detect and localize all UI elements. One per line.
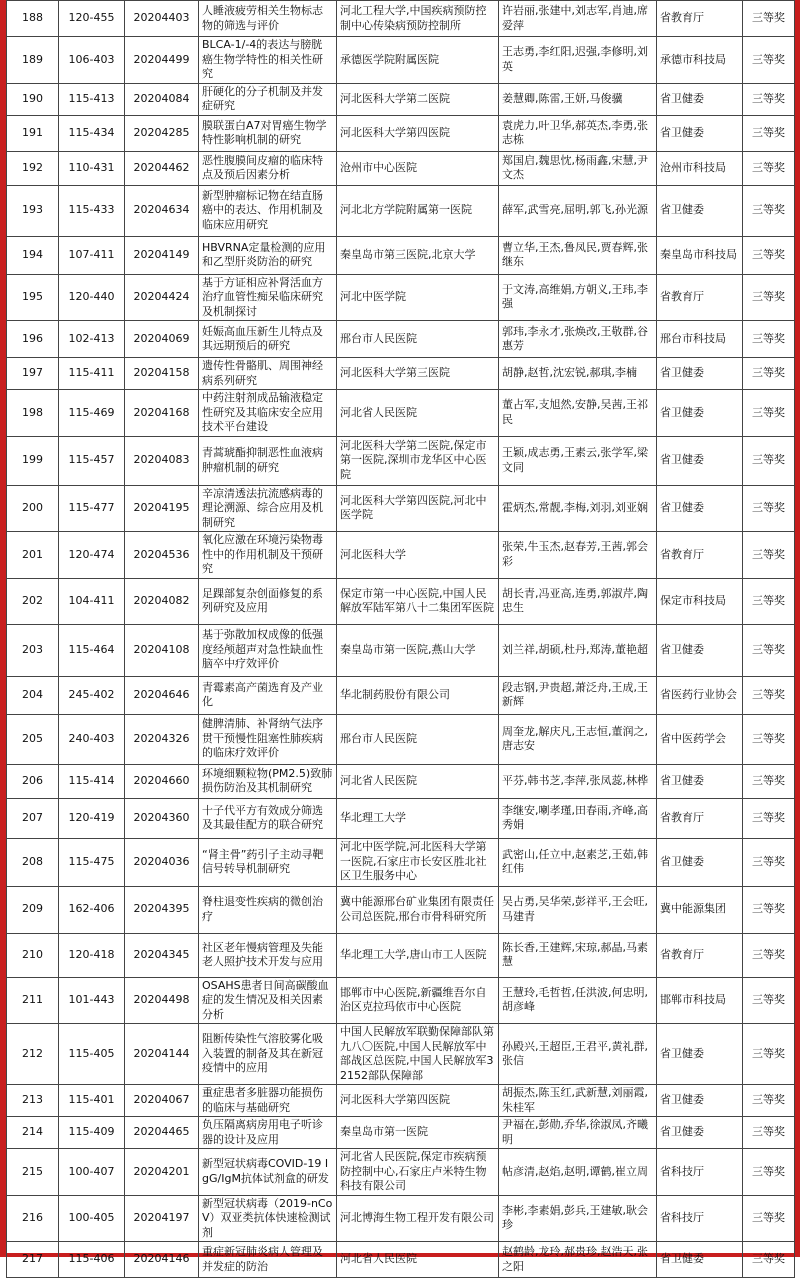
authors-cell: 王颖,成志勇,王素云,张学军,梁文同 [499, 436, 657, 485]
award-grade-cell: 三等奖 [743, 321, 795, 358]
recommending-dept-cell: 省卫健委 [657, 764, 743, 798]
table-row [7, 236, 795, 274]
awards-table-body [7, 1, 795, 1278]
organization-cell: 河北医科大学 [337, 532, 499, 579]
project-title-cell: 基于方证相应补肾活血方治疗血管性痴呆临床研究及机制探讨 [199, 274, 337, 321]
registration-id-cell: 20204144 [125, 1024, 199, 1085]
organization-cell: 河北博海生物工程开发有限公司 [337, 1195, 499, 1242]
row-number-cell: 196 [7, 321, 59, 358]
authors-cell: 袁虎力,叶卫华,郝英杰,李勇,张志栋 [499, 115, 657, 151]
authors-cell: 吴占勇,吴华荣,彭祥平,王会旺,马建青 [499, 886, 657, 933]
registration-id-cell: 20204326 [125, 714, 199, 764]
recommending-dept-cell: 省卫健委 [657, 624, 743, 676]
project-title-cell: 膜联蛋白A7对胃癌生物学特性影响机制的研究 [199, 115, 337, 151]
project-title-cell: 新型肿瘤标记物在结直肠癌中的表达、作用机制及临床应用研究 [199, 185, 337, 236]
recommending-dept-cell: 省卫健委 [657, 436, 743, 485]
organization-cell: 河北医科大学第四医院 [337, 1085, 499, 1117]
award-grade-cell: 三等奖 [743, 838, 795, 886]
recommending-dept-cell: 邢台市科技局 [657, 321, 743, 358]
table-row [7, 886, 795, 933]
recommending-dept-cell: 省卫健委 [657, 838, 743, 886]
organization-cell: 秦皇岛市第一医院 [337, 1117, 499, 1149]
row-number-cell: 207 [7, 798, 59, 838]
project-title-cell: 重症患者多脏器功能损伤的临床与基础研究 [199, 1085, 337, 1117]
award-grade-cell: 三等奖 [743, 1085, 795, 1117]
project-code-cell: 115-475 [59, 838, 125, 886]
table-row [7, 798, 795, 838]
table-row [7, 83, 795, 115]
registration-id-cell: 20204083 [125, 436, 199, 485]
table-row [7, 390, 795, 437]
award-grade-cell: 三等奖 [743, 83, 795, 115]
award-grade-cell: 三等奖 [743, 578, 795, 624]
authors-cell: 段志钢,尹贵超,萧泛舟,王成,王新辉 [499, 676, 657, 714]
table-row [7, 115, 795, 151]
row-number-cell: 215 [7, 1149, 59, 1196]
award-grade-cell: 三等奖 [743, 485, 795, 532]
registration-id-cell: 20204285 [125, 115, 199, 151]
project-title-cell: 环境细颗粒物(PM2.5)致肺损伤防治及其机制研究 [199, 764, 337, 798]
project-title-cell: 健脾清肺、补肾纳气法序贯干预慢性阻塞性肺疾病的临床疗效评价 [199, 714, 337, 764]
recommending-dept-cell: 省卫健委 [657, 1117, 743, 1149]
registration-id-cell: 20204168 [125, 390, 199, 437]
award-grade-cell: 三等奖 [743, 1149, 795, 1196]
row-number-cell: 212 [7, 1024, 59, 1085]
table-row [7, 1195, 795, 1242]
project-title-cell: HBVRNA定量检测的应用和乙型肝炎防治的研究 [199, 236, 337, 274]
project-title-cell: 负压隔离病房用电子听诊器的设计及应用 [199, 1117, 337, 1149]
award-grade-cell: 三等奖 [743, 977, 795, 1024]
project-code-cell: 120-440 [59, 274, 125, 321]
table-row [7, 185, 795, 236]
award-grade-cell: 三等奖 [743, 1, 795, 37]
registration-id-cell: 20204499 [125, 37, 199, 84]
authors-cell: 胡长青,冯亚高,连勇,郭淑芹,陶忠生 [499, 578, 657, 624]
project-title-cell: BLCA-1/-4的表达与膀胱癌生物学特性的相关性研究 [199, 37, 337, 84]
row-number-cell: 188 [7, 1, 59, 37]
registration-id-cell: 20204036 [125, 838, 199, 886]
row-number-cell: 203 [7, 624, 59, 676]
award-grade-cell: 三等奖 [743, 1117, 795, 1149]
recommending-dept-cell: 省教育厅 [657, 274, 743, 321]
organization-cell: 冀中能源邢台矿业集团有限责任公司总医院,邢台市骨科研究所 [337, 886, 499, 933]
row-number-cell: 202 [7, 578, 59, 624]
registration-id-cell: 20204646 [125, 676, 199, 714]
authors-cell: 董占军,支旭然,安静,吴茜,王祁民 [499, 390, 657, 437]
organization-cell: 秦皇岛市第三医院,北京大学 [337, 236, 499, 274]
project-title-cell: 新型冠状病毒（2019-nCoV）双亚类抗体快速检测试剂 [199, 1195, 337, 1242]
project-code-cell: 115-433 [59, 185, 125, 236]
recommending-dept-cell: 省卫健委 [657, 1242, 743, 1278]
row-number-cell: 209 [7, 886, 59, 933]
table-row [7, 977, 795, 1024]
row-number-cell: 193 [7, 185, 59, 236]
project-title-cell: 肝硬化的分子机制及并发症研究 [199, 83, 337, 115]
registration-id-cell: 20204462 [125, 151, 199, 185]
recommending-dept-cell: 省教育厅 [657, 933, 743, 977]
project-code-cell: 102-413 [59, 321, 125, 358]
project-code-cell: 106-403 [59, 37, 125, 84]
table-row [7, 933, 795, 977]
project-code-cell: 115-411 [59, 358, 125, 390]
authors-cell: 霍炳杰,常靓,李梅,刘羽,刘亚娴 [499, 485, 657, 532]
project-code-cell: 115-414 [59, 764, 125, 798]
award-grade-cell: 三等奖 [743, 798, 795, 838]
authors-cell: 武密山,任立中,赵素芝,王茹,韩红伟 [499, 838, 657, 886]
recommending-dept-cell: 省中医药学会 [657, 714, 743, 764]
registration-id-cell: 20204158 [125, 358, 199, 390]
organization-cell: 保定市第一中心医院,中国人民解放军陆军第八十二集团军医院 [337, 578, 499, 624]
recommending-dept-cell: 省卫健委 [657, 358, 743, 390]
authors-cell: 尹福在,彭勋,乔华,徐淑凤,齐曦明 [499, 1117, 657, 1149]
project-title-cell: 新型冠状病毒COVID-19 IgG/IgM抗体试剂盒的研发 [199, 1149, 337, 1196]
registration-id-cell: 20204634 [125, 185, 199, 236]
authors-cell: 薛军,武雪亮,屈明,郭飞,孙光源 [499, 185, 657, 236]
project-title-cell: 人睡液疲劳相关生物标志物的筛选与评价 [199, 1, 337, 37]
award-grade-cell: 三等奖 [743, 115, 795, 151]
recommending-dept-cell: 省卫健委 [657, 185, 743, 236]
project-title-cell: 基于弥散加权成像的低强度经颅超声对急性缺血性脑卒中疗效评价 [199, 624, 337, 676]
registration-id-cell: 20204108 [125, 624, 199, 676]
authors-cell: 平芬,韩书芝,李萍,张凤蕊,林桦 [499, 764, 657, 798]
recommending-dept-cell: 省教育厅 [657, 798, 743, 838]
registration-id-cell: 20204660 [125, 764, 199, 798]
organization-cell: 河北工程大学,中国疾病预防控制中心传染病预防控制所 [337, 1, 499, 37]
table-row [7, 1242, 795, 1278]
authors-cell: 姜慧卿,陈雷,王妍,马俊骥 [499, 83, 657, 115]
row-number-cell: 194 [7, 236, 59, 274]
table-row [7, 1085, 795, 1117]
row-number-cell: 210 [7, 933, 59, 977]
recommending-dept-cell: 省卫健委 [657, 1024, 743, 1085]
project-title-cell: 阻断传染性气溶胶雾化吸入装置的制备及其在新冠疫情中的应用 [199, 1024, 337, 1085]
row-number-cell: 200 [7, 485, 59, 532]
row-number-cell: 199 [7, 436, 59, 485]
authors-cell: 李继安,喇孝瑾,田春雨,齐峰,高秀娟 [499, 798, 657, 838]
organization-cell: 河北医科大学第三医院 [337, 358, 499, 390]
organization-cell: 河北医科大学第二医院,保定市第一医院,深圳市龙华区中心医院 [337, 436, 499, 485]
project-code-cell: 115-413 [59, 83, 125, 115]
table-row [7, 37, 795, 84]
table-row [7, 151, 795, 185]
table-row [7, 1117, 795, 1149]
project-code-cell: 162-406 [59, 886, 125, 933]
project-title-cell: “肾主骨”药引子主动寻靶信号转导机制研究 [199, 838, 337, 886]
project-code-cell: 110-431 [59, 151, 125, 185]
organization-cell: 中国人民解放军联勤保障部队第九八〇医院,中国人民解放军中部战区总医院,中国人民解放军32152部队保障部 [337, 1024, 499, 1085]
organization-cell: 河北医科大学第四医院,河北中医学院 [337, 485, 499, 532]
registration-id-cell: 20204498 [125, 977, 199, 1024]
organization-cell: 秦皇岛市第一医院,燕山大学 [337, 624, 499, 676]
project-title-cell: 脊柱退变性疾病的微创治疗 [199, 886, 337, 933]
project-title-cell: 中药注射剂成品输液稳定性研究及其临床安全应用技术平台建设 [199, 390, 337, 437]
project-code-cell: 115-406 [59, 1242, 125, 1278]
table-row [7, 358, 795, 390]
authors-cell: 刘兰祥,胡硕,杜丹,郑涛,董艳超 [499, 624, 657, 676]
registration-id-cell: 20204424 [125, 274, 199, 321]
authors-cell: 李彬,李素娟,彭兵,王建敏,耿会珍 [499, 1195, 657, 1242]
authors-cell: 胡振杰,陈玉红,武新慧,刘丽霞,朱桂军 [499, 1085, 657, 1117]
organization-cell: 河北医科大学第二医院 [337, 83, 499, 115]
authors-cell: 许岩丽,张建中,刘志军,肖迪,席爱萍 [499, 1, 657, 37]
table-row [7, 274, 795, 321]
recommending-dept-cell: 保定市科技局 [657, 578, 743, 624]
row-number-cell: 216 [7, 1195, 59, 1242]
row-number-cell: 206 [7, 764, 59, 798]
registration-id-cell: 20204395 [125, 886, 199, 933]
project-title-cell: 氧化应激在环境污染物毒性中的作用机制及干预研究 [199, 532, 337, 579]
award-grade-cell: 三等奖 [743, 185, 795, 236]
authors-cell: 赵鹤龄,龙玲,郝贵珍,赵浩天,张之阳 [499, 1242, 657, 1278]
table-row [7, 436, 795, 485]
table-row [7, 624, 795, 676]
recommending-dept-cell: 冀中能源集团 [657, 886, 743, 933]
authors-cell: 于文涛,高维娟,方朝义,王玮,李强 [499, 274, 657, 321]
registration-id-cell: 20204084 [125, 83, 199, 115]
row-number-cell: 197 [7, 358, 59, 390]
award-grade-cell: 三等奖 [743, 1195, 795, 1242]
project-title-cell: 遗传性骨骼肌、周围神经病系列研究 [199, 358, 337, 390]
award-grade-cell: 三等奖 [743, 886, 795, 933]
organization-cell: 邢台市人民医院 [337, 714, 499, 764]
award-grade-cell: 三等奖 [743, 1242, 795, 1278]
project-code-cell: 115-477 [59, 485, 125, 532]
row-number-cell: 192 [7, 151, 59, 185]
recommending-dept-cell: 省卫健委 [657, 390, 743, 437]
recommending-dept-cell: 省科技厅 [657, 1195, 743, 1242]
project-code-cell: 101-443 [59, 977, 125, 1024]
table-row [7, 1, 795, 37]
registration-id-cell: 20204345 [125, 933, 199, 977]
recommending-dept-cell: 省卫健委 [657, 485, 743, 532]
project-code-cell: 120-418 [59, 933, 125, 977]
project-title-cell: 社区老年慢病管理及失能老人照护技术开发与应用 [199, 933, 337, 977]
award-grade-cell: 三等奖 [743, 151, 795, 185]
table-row [7, 485, 795, 532]
organization-cell: 河北省人民医院 [337, 1242, 499, 1278]
table-row [7, 714, 795, 764]
row-number-cell: 204 [7, 676, 59, 714]
award-grade-cell: 三等奖 [743, 714, 795, 764]
table-row [7, 578, 795, 624]
organization-cell: 华北制药股份有限公司 [337, 676, 499, 714]
row-number-cell: 217 [7, 1242, 59, 1278]
organization-cell: 河北省人民医院 [337, 390, 499, 437]
project-code-cell: 115-405 [59, 1024, 125, 1085]
recommending-dept-cell: 沧州市科技局 [657, 151, 743, 185]
award-grade-cell: 三等奖 [743, 436, 795, 485]
organization-cell: 邢台市人民医院 [337, 321, 499, 358]
registration-id-cell: 20204360 [125, 798, 199, 838]
row-number-cell: 208 [7, 838, 59, 886]
authors-cell: 周奎龙,解庆凡,王志恒,董润之,唐志安 [499, 714, 657, 764]
recommending-dept-cell: 省教育厅 [657, 532, 743, 579]
registration-id-cell: 20204146 [125, 1242, 199, 1278]
project-title-cell: 十子代平方有效成分筛选及其最佳配方的联合研究 [199, 798, 337, 838]
table-row [7, 676, 795, 714]
authors-cell: 郑国启,魏思忱,杨雨鑫,宋慧,尹文杰 [499, 151, 657, 185]
award-grade-cell: 三等奖 [743, 274, 795, 321]
authors-cell: 陈长香,王建辉,宋琼,郝晶,马素慧 [499, 933, 657, 977]
registration-id-cell: 20204082 [125, 578, 199, 624]
award-grade-cell: 三等奖 [743, 390, 795, 437]
recommending-dept-cell: 省教育厅 [657, 1, 743, 37]
authors-cell: 曹立华,王杰,鲁凤民,贾春辉,张继东 [499, 236, 657, 274]
award-grade-cell: 三等奖 [743, 358, 795, 390]
authors-cell: 张荣,牛玉杰,赵春芳,王茜,郭会彩 [499, 532, 657, 579]
project-code-cell: 240-403 [59, 714, 125, 764]
awards-table [6, 0, 795, 1278]
authors-cell: 郭玮,李永才,张焕改,王敬群,谷惠芳 [499, 321, 657, 358]
authors-cell: 帖彦清,赵焰,赵明,谭鹤,崔立周 [499, 1149, 657, 1196]
project-title-cell: 足踝部复杂创面修复的系列研究及应用 [199, 578, 337, 624]
row-number-cell: 214 [7, 1117, 59, 1149]
project-code-cell: 120-474 [59, 532, 125, 579]
row-number-cell: 205 [7, 714, 59, 764]
award-grade-cell: 三等奖 [743, 933, 795, 977]
project-title-cell: 青霉素高产菌选育及产业化 [199, 676, 337, 714]
award-grade-cell: 三等奖 [743, 532, 795, 579]
organization-cell: 沧州市中心医院 [337, 151, 499, 185]
table-row [7, 321, 795, 358]
project-code-cell: 115-464 [59, 624, 125, 676]
project-title-cell: 辛凉清透法抗流感病毒的理论溯源、综合应用及机制研究 [199, 485, 337, 532]
registration-id-cell: 20204403 [125, 1, 199, 37]
registration-id-cell: 20204465 [125, 1117, 199, 1149]
project-code-cell: 115-434 [59, 115, 125, 151]
row-number-cell: 201 [7, 532, 59, 579]
organization-cell: 河北医科大学第四医院 [337, 115, 499, 151]
project-code-cell: 115-401 [59, 1085, 125, 1117]
project-code-cell: 107-411 [59, 236, 125, 274]
recommending-dept-cell: 省卫健委 [657, 115, 743, 151]
project-code-cell: 100-405 [59, 1195, 125, 1242]
authors-cell: 王志勇,李红阳,迟强,李修明,刘英 [499, 37, 657, 84]
recommending-dept-cell: 省医药行业协会 [657, 676, 743, 714]
award-grade-cell: 三等奖 [743, 764, 795, 798]
recommending-dept-cell: 秦皇岛市科技局 [657, 236, 743, 274]
award-grade-cell: 三等奖 [743, 624, 795, 676]
registration-id-cell: 20204536 [125, 532, 199, 579]
organization-cell: 华北理工大学,唐山市工人医院 [337, 933, 499, 977]
row-number-cell: 211 [7, 977, 59, 1024]
recommending-dept-cell: 省卫健委 [657, 1085, 743, 1117]
project-code-cell: 245-402 [59, 676, 125, 714]
organization-cell: 河北北方学院附属第一医院 [337, 185, 499, 236]
organization-cell: 河北省人民医院 [337, 764, 499, 798]
registration-id-cell: 20204149 [125, 236, 199, 274]
project-title-cell: 恶性腹膜间皮瘤的临床特点及预后因素分析 [199, 151, 337, 185]
organization-cell: 河北省人民医院,保定市疾病预防控制中心,石家庄卢米特生物科技有限公司 [337, 1149, 499, 1196]
registration-id-cell: 20204067 [125, 1085, 199, 1117]
authors-cell: 胡静,赵哲,沈宏锐,郝琪,李楠 [499, 358, 657, 390]
registration-id-cell: 20204195 [125, 485, 199, 532]
project-code-cell: 115-469 [59, 390, 125, 437]
project-code-cell: 120-455 [59, 1, 125, 37]
row-number-cell: 213 [7, 1085, 59, 1117]
registration-id-cell: 20204069 [125, 321, 199, 358]
table-row [7, 838, 795, 886]
project-title-cell: 青蒿琥酯抑制恶性血液病肿瘤机制的研究 [199, 436, 337, 485]
project-code-cell: 104-411 [59, 578, 125, 624]
table-row [7, 764, 795, 798]
project-title-cell: 妊娠高血压新生儿特点及其远期预后的研究 [199, 321, 337, 358]
project-code-cell: 115-409 [59, 1117, 125, 1149]
table-row [7, 1024, 795, 1085]
award-grade-cell: 三等奖 [743, 37, 795, 84]
recommending-dept-cell: 省卫健委 [657, 83, 743, 115]
recommending-dept-cell: 承德市科技局 [657, 37, 743, 84]
authors-cell: 孙殿兴,王超臣,王君平,黄礼群,张信 [499, 1024, 657, 1085]
row-number-cell: 198 [7, 390, 59, 437]
organization-cell: 河北中医学院 [337, 274, 499, 321]
organization-cell: 承德医学院附属医院 [337, 37, 499, 84]
row-number-cell: 191 [7, 115, 59, 151]
award-grade-cell: 三等奖 [743, 236, 795, 274]
project-code-cell: 120-419 [59, 798, 125, 838]
table-row [7, 1149, 795, 1196]
row-number-cell: 195 [7, 274, 59, 321]
project-title-cell: 重症新冠肺炎病人管理及并发症的防治 [199, 1242, 337, 1278]
award-grade-cell: 三等奖 [743, 1024, 795, 1085]
row-number-cell: 189 [7, 37, 59, 84]
recommending-dept-cell: 省科技厅 [657, 1149, 743, 1196]
row-number-cell: 190 [7, 83, 59, 115]
award-grade-cell: 三等奖 [743, 676, 795, 714]
registration-id-cell: 20204201 [125, 1149, 199, 1196]
authors-cell: 王慧玲,毛哲哲,任洪波,何忠明,胡彦峰 [499, 977, 657, 1024]
table-row [7, 532, 795, 579]
project-code-cell: 115-457 [59, 436, 125, 485]
recommending-dept-cell: 邯郸市科技局 [657, 977, 743, 1024]
organization-cell: 邯郸市中心医院,新疆维吾尔自治区克拉玛依市中心医院 [337, 977, 499, 1024]
project-code-cell: 100-407 [59, 1149, 125, 1196]
project-title-cell: OSAHS患者日间高碳酸血症的发生情况及相关因素分析 [199, 977, 337, 1024]
registration-id-cell: 20204197 [125, 1195, 199, 1242]
organization-cell: 华北理工大学 [337, 798, 499, 838]
organization-cell: 河北中医学院,河北医科大学第一医院,石家庄市长安区胜北社区卫生服务中心 [337, 838, 499, 886]
